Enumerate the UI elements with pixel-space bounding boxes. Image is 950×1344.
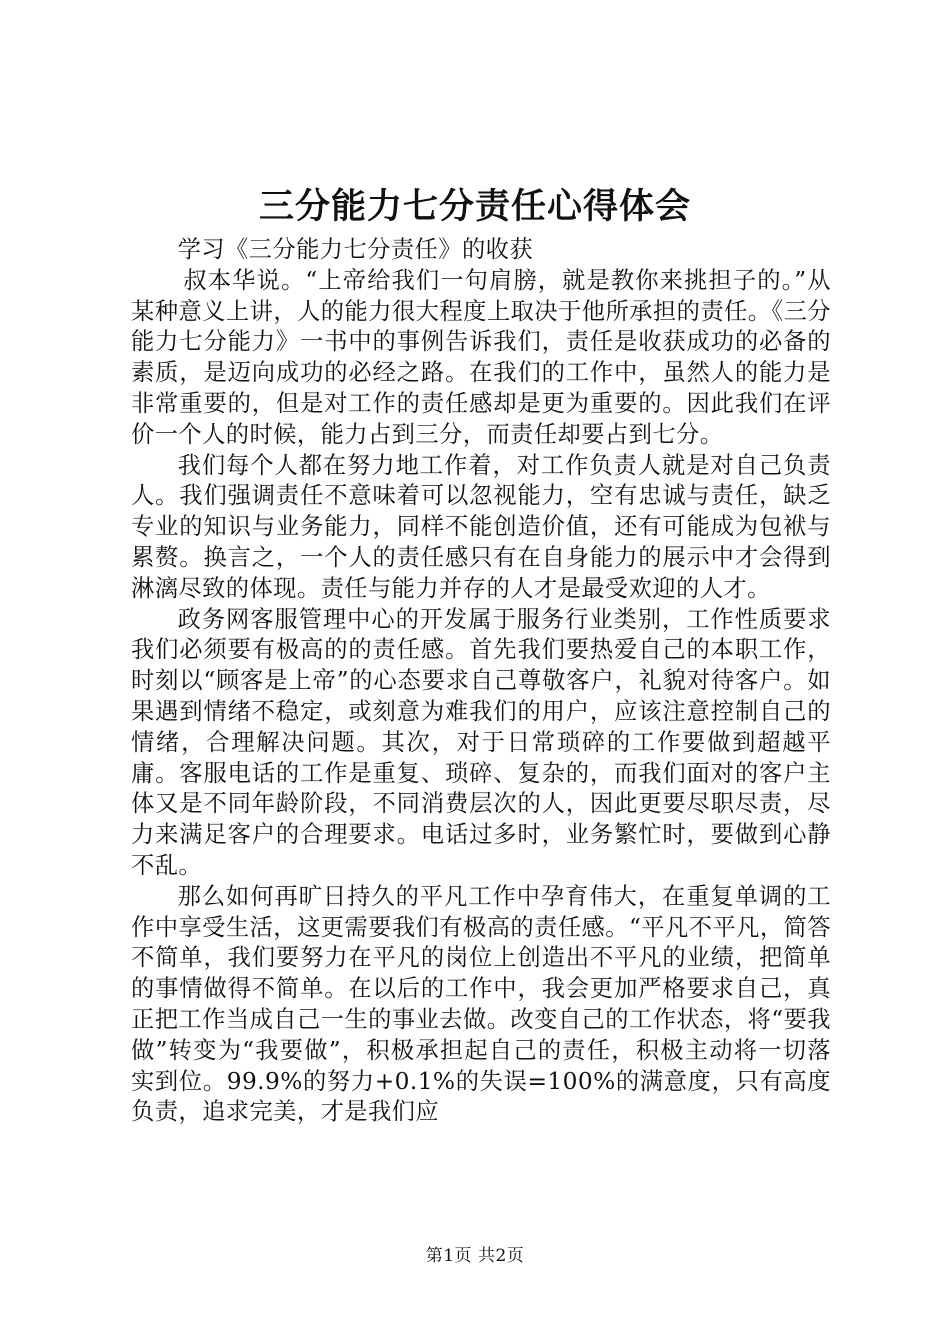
document-subtitle: 学习《三分能力七分责任》的收获 — [177, 236, 534, 263]
document-body — [131, 235, 831, 1128]
paragraph-2: 我们每个人都在努力地工作着，对工作负责人就是对自己负责人。我们强调责任不意味着可以忽视能力，空有忠诚与责任，缺乏专业的知识与业务能力，同样不能创造价值，还有可能成为包袱与累赘。换言之，一个人的责任感只有在自身能力的展示中才会得到淋漓尽致的体现。责任与能力并存的人才是最受欢迎的人才。 — [131, 451, 831, 602]
page-number-footer: 第1页 共2页 — [425, 1246, 525, 1266]
paragraph-3: 政务网客服管理中心的开发属于服务行业类别，工作性质要求我们必须要有极高的的责任感。首先我们要热爱自己的本职工作，时刻以“顾客是上帝”的心态要求自己尊敬客户，礼貌对待客户。如果遇到情绪不稳定，或刻意为难我们的用户，应该注意控制自己的情绪，合理解决问题。其次，对于日常琐碎的工作要做到超越平庸。客服电话的工作是重复、琐碎、复杂的，而我们面对的客户主体又是不同年龄阶段，不同消费层次的人，因此更要尽职尽责，尽力来满足客户的合理要求。电话过多时，业务繁忙时，要做到心静不乱。 — [131, 605, 831, 879]
document-title: 三分能力七分责任心得体会 — [258, 186, 691, 227]
paragraph-1: 叔本华说。“上帝给我们一句肩膀，就是教你来挑担子的。”从某种意义上讲，人的能力很大程度上取决于他所承担的责任。《三分能力七分能力》一书中的事例告诉我们，责任是收获成功的必备的素质，是迈向成功的必经之路。在我们的工作中，虽然人的能力是非常重要的，但是对工作的责任感却是更为重要的。因此我们在评价一个人的时候，能力占到三分，而责任却要占到七分。 — [131, 266, 831, 448]
paragraph-4: 那么如何再旷日持久的平凡工作中孕育伟大，在重复单调的工作中享受生活，这更需要我们有极高的责任感。“平凡不平凡，简答不简单，我们要努力在平凡的岗位上创造出不平凡的业绩，把简单的事情做得不简单。在以后的工作中，我会更加严格要求自己，真正把工作当成自己一生的事业去做。改变自己的工作状态，将“要我做”转变为“我要做”，积极承担起自己的责任，积极主动将一切落实到位。99.9%的努力+0.1%的失误=100%的满意度，只有高度负责，追求完美，才是我们应 — [131, 882, 831, 1126]
